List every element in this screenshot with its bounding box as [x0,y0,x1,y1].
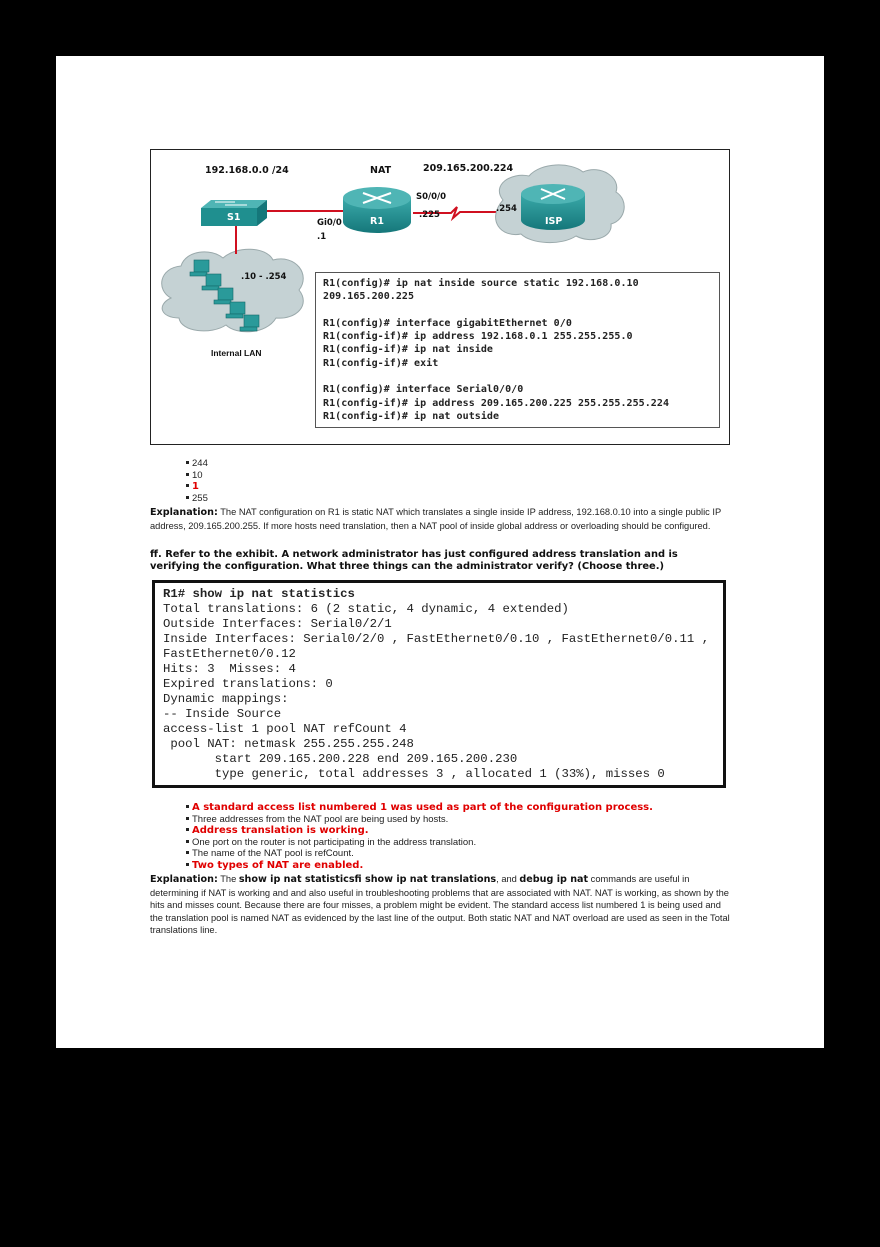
explanation-label: Explanation: [150,507,218,518]
config-line: R1(config)# interface Serial0/0/0 [323,384,524,396]
router-name-label: R1 [370,216,384,227]
bullet-icon [186,805,189,808]
command-name: show ip nat statisticsfi show ip nat translations [238,874,497,885]
bullet-icon [186,828,189,831]
config-line [323,304,712,317]
cli-line: Total translations: 6 (2 static, 4 dynamic, 4 extended) [163,602,569,616]
config-line: 209.165.200.225 [323,291,415,303]
internal-lan-cloud-icon [162,249,304,332]
cli-line: type generic, total addresses 3 , allocated 1 (33%), misses 0 [163,767,665,781]
config-line: R1(config-if)# ip nat outside [323,410,500,422]
bullet-icon [186,484,189,487]
exhibit-topology [150,149,730,445]
explanation-text: The NAT configuration on R1 is static NAT which translates a single inside IP address, 192.168.0.10 into a single public IP address, 209.165.200.255. If more hosts need translation, then a NAT pool of inside global address or overloading should be configured. [150,507,721,531]
cli-line: -- Inside Source [163,707,282,721]
wan-network-label: 209.165.200.224 [423,163,514,174]
isp-ip-label: .254 [496,204,517,214]
answer-option: The name of the NAT pool is refCount. [186,848,653,860]
host-range-label: .10 - .254 [241,272,287,282]
question1-explanation [150,506,730,532]
config-line: R1(config-if)# ip nat inside [323,344,493,356]
answer-option: 244 [186,458,208,470]
cli-line: FastEthernet0/0.12 [163,647,296,661]
bullet-icon [186,461,189,464]
bullet-icon [186,840,189,843]
bullet-icon [186,496,189,499]
config-line [323,370,712,383]
explanation-text: , and [496,874,520,884]
answer-option: One port on the router is not participating in the address translation. [186,837,653,849]
answer-option-correct: 1 [186,481,208,493]
answer-option-correct: A standard access list numbered 1 was used as part of the configuration process. [186,802,653,814]
cli-line: pool NAT: netmask 255.255.255.248 [163,737,414,751]
question2-prompt: ff. Refer to the exhibit. A network administrator has just configured address translation and is verifying the configuration. What three things can the administrator verify? (Choose three.) [150,549,678,572]
exhibit-nat-statistics [152,580,726,788]
cli-line: Hits: 3 Misses: 4 [163,662,296,676]
lan-network-label: 192.168.0.0 /24 [205,165,289,176]
cli-line: Expired translations: 0 [163,677,333,691]
bullet-icon [186,473,189,476]
gi-ip-label: .1 [317,232,327,242]
config-line: R1(config-if)# exit [323,357,439,369]
cli-line: Dynamic mappings: [163,692,289,706]
config-line: R1(config)# interface gigabitEthernet 0/0 [323,317,572,329]
bullet-icon [186,817,189,820]
bullet-icon [186,863,189,866]
config-line: R1(config)# ip nat inside source static 192.168.0.10 [323,278,639,289]
answer-option-correct: Two types of NAT are enabled. [186,860,653,872]
question2-explanation [150,873,730,937]
config-line: R1(config-if)# ip address 192.168.0.1 255.255.255.0 [323,331,633,343]
explanation-label: Explanation: [150,874,218,885]
question1-options [186,458,208,504]
cli-line: R1# show ip nat statistics [163,587,355,601]
cli-line: Inside Interfaces: Serial0/2/0 , FastEthernet0/0.10 , FastEthernet0/0.11 , [163,632,710,646]
bullet-icon [186,851,189,854]
gi-interface-label: Gi0/0 [317,218,342,228]
nat-label: NAT [370,165,392,176]
explanation-text: The [217,874,239,884]
question2-options [186,802,653,871]
answer-option: 10 [186,470,208,482]
config-line: R1(config-if)# ip address 209.165.200.225 255.255.255.224 [323,397,670,409]
answer-option-correct: Address translation is working. [186,825,653,837]
command-name: debug ip nat [519,874,589,885]
serial-interface-label: S0/0/0 [416,192,447,202]
switch-name-label: S1 [227,212,241,223]
internal-lan-label: Internal LAN [211,348,262,358]
answer-option: 255 [186,493,208,505]
answer-option: Three addresses from the NAT pool are being used by hosts. [186,814,653,826]
config-commands-box [315,272,720,428]
cli-line: start 209.165.200.228 end 209.165.200.230 [163,752,518,766]
serial-ip-label: .225 [419,210,440,220]
cli-line: Outside Interfaces: Serial0/2/1 [163,617,392,631]
isp-name-label: ISP [545,216,563,227]
explanation-text: commands are useful in determining if NAT is working and and also useful in troubleshooting problems that are associated with NAT. NAT is working, as shown by the hits and misses count. Because there are four misses, a problem might be evident. The standard access list numbered 1 is being used and the translation pool is named NAT as evidenced by the last line of the output. Both static NAT and NAT overload are used as seen in the Total translations line. [150,874,730,936]
cli-line: access-list 1 pool NAT refCount 4 [163,722,407,736]
